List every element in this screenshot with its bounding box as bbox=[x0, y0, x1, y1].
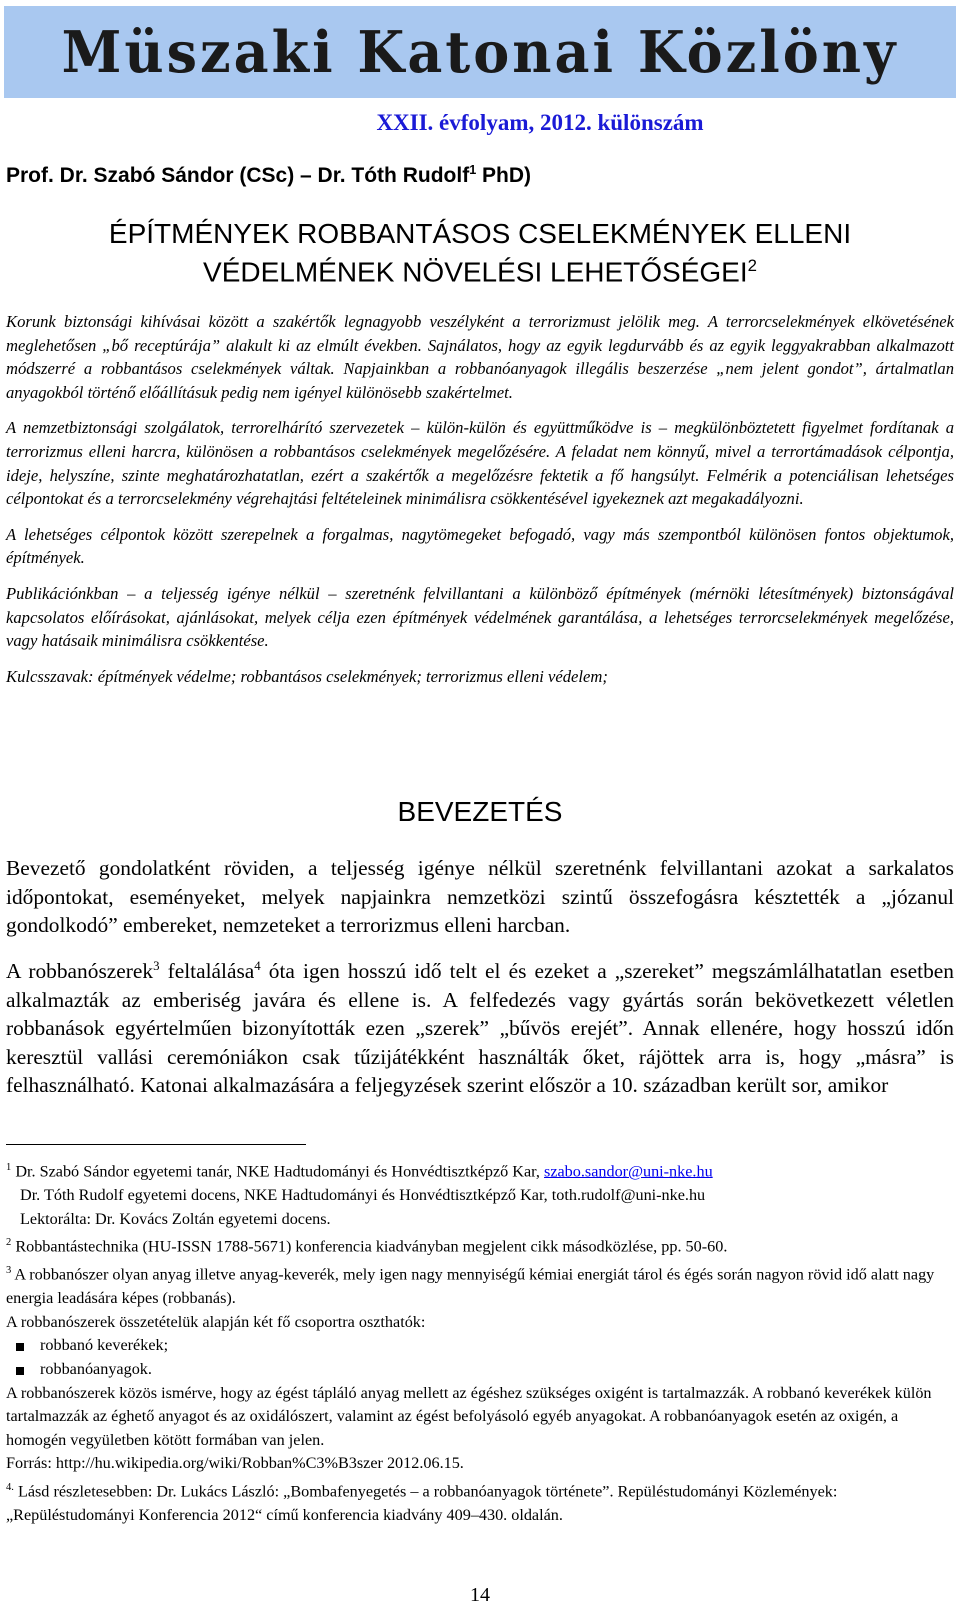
abstract-paragraph-1: Korunk biztonsági kihívásai között a szakértők legnagyobb veszélyként a terrorizmust jelölik meg. A terrorcselekmények elkövetésének meglehetősen „bő receptúrája” alakult ki az elmúlt években. Sajnálatos, hogy az egyik legdurvább és az egyik leggyakrabban alkalmazott módszerré a robbantásos cselekmények váltak. Napjainkban a robbanóanyagok illegális beszerzése „nem jelent gondot”, ártalmatlan anyagokból történő előállításuk pedig nem igényel különösebb szakértelmet. bbox=[6, 312, 954, 402]
footnote-1-line3: Lektorálta: Dr. Kovács Zoltán egyetemi docens. bbox=[20, 1209, 331, 1228]
paper-title-line1: ÉPÍTMÉNYEK ROBBANTÁSOS CSELEKMÉNYEK ELLENI bbox=[108, 218, 852, 249]
journal-banner bbox=[4, 6, 956, 98]
abstract-paragraph-4: Publikációnkban – a teljesség igénye nélkül – szeretnénk felvillantani a különböző építmények (mérnöki létesítmények) biztonságával kapcsolatos előírásokat, ajánlásokat, melyek célja ezen építmények védelmének garantálása, a lehetséges terrorcselekmények megelőzése, vagy hatásaik minimálisra csökkentése. bbox=[6, 583, 954, 651]
footnote-1 bbox=[6, 1156, 954, 1184]
body-p2-part3: óta igen hosszú idő telt el és ezeket a „szereket” megszámlálhatatlan esetben alkalmazták az emberiség javára és ellene is. A felfedezés vagy gyártás során bekövetkezett véletlen robbanások egyértelműen bizonyították ezen „szerek” „bűvös erejét”. Annak ellenére, hogy hosszú időn keresztül vallási ceremóniákon csak tűzijátékként használták őket, rájöttek arra is, hogy „másra” is felhasználható. Katonai alkalmazására a feljegyzések szerint először a 10. században került sor, amikor bbox=[6, 958, 954, 1098]
footnote-1-line2: Dr. Tóth Rudolf egyetemi docens, NKE Hadtudományi és Honvédtisztképző Kar, toth.rudolf@uni-nke.hu bbox=[20, 1185, 706, 1204]
authors-text: Prof. Dr. Szabó Sándor (CSc) – Dr. Tóth Rudolf bbox=[6, 164, 470, 187]
body-p2-part1: A robbanószerek bbox=[6, 958, 154, 983]
issue-label: XXII. évfolyam, 2012. különszám bbox=[376, 110, 704, 135]
footnote-2-number: 2 bbox=[6, 1237, 12, 1249]
footnote-3-paragraph: A robbanószerek közös ismérve, hogy az égést tápláló anyag mellett az égéshez szükséges oxigént is tartalmazzák. A robbanó keverékek külön tartalmazzák az éghető anyagot és az oxidálószert, valamint az égést befolyásoló egyéb anyagokat. A robbanóanyagok esetén az oxigén, a homogén vegyületben kötött formában van jelen. bbox=[6, 1383, 932, 1449]
list-item: robbanó keverékek; bbox=[40, 1334, 954, 1358]
footnote-3-text: A robbanószer olyan anyag illetve anyag-keverék, mely igen nagy mennyiségű kémiai energiát tárol és égés során nagyon rövid idő alatt nagy energia leadására képes (robbanás). bbox=[6, 1265, 935, 1308]
footnote-2 bbox=[6, 1231, 954, 1259]
footnote-1-text: Dr. Szabó Sándor egyetemi tanár, NKE Hadtudományi és Honvédtisztképző Kar, bbox=[11, 1162, 545, 1181]
section-heading: BEVEZETÉS bbox=[397, 796, 563, 827]
title-footnote-ref[interactable]: 2 bbox=[747, 256, 757, 275]
footnote-3-list bbox=[6, 1334, 954, 1381]
footnote-4 bbox=[6, 1476, 954, 1528]
paper-title bbox=[0, 218, 960, 288]
body-p2-part2: feltalálása bbox=[159, 958, 255, 983]
footnote-4-number: 4. bbox=[6, 1481, 14, 1493]
abstract-paragraph-2: A nemzetbiztonsági szolgálatok, terrorelhárító szervezetek – külön-külön és együttműködve is – megkülönböztetett figyelmet fordítanak a terrorizmus elleni harcra, különösen a robbantásos cselekmények megelőzésére. A feladat nem könnyű, mivel a terrortámadások célpontja, ideje, helyszíne, szinte meghatározhatatlan, ezért a szakértők a megelőzésre fektetik a fő hangsúlyt. Felmérik a potenciálisan lehetséges célpontokat és a terrorcselekmény végrehajtási feltételeinek minimálisra csökkentésével igyekeznek azt megakadályozni. bbox=[6, 418, 954, 509]
abstract-paragraph-3: A lehetséges célpontok között szerepelnek a forgalmas, nagytömegeket befogadó, vagy más szempontból különösen fontos objektumok, építmények. bbox=[6, 524, 954, 568]
paper-title-line2-wrap bbox=[0, 250, 960, 288]
list-item: robbanóanyagok. bbox=[40, 1358, 954, 1382]
footnote-4-text: Lásd részletesebben: Dr. Lukács László: „Bombafenyegetés – a robbanóanyagok története”. Repüléstudományi Közlemények: „Repüléstudományi Konferencia 2012“ című konferencia kiadvány 409–430. oldalán. bbox=[6, 1482, 838, 1524]
author-email-link[interactable]: szabo.sandor@uni-nke.hu bbox=[544, 1162, 713, 1181]
page-number: 14 bbox=[470, 1584, 490, 1606]
footnote-3 bbox=[6, 1259, 954, 1311]
body-paragraph-2 bbox=[6, 952, 954, 1100]
authors-tail: PhD) bbox=[476, 164, 532, 187]
footnote-3-number: 3 bbox=[6, 1265, 12, 1277]
footnote-ref-4[interactable]: 4 bbox=[254, 958, 261, 973]
body-paragraph-1: Bevezető gondolatként röviden, a teljesség igénye nélkül szeretnénk felvillantani azokat a sarkalatos időpontokat, eseményeket, melyek napjainkra nemzetközi szintű összefogásra késztették a „józanul gondolkodó” embereket, nemzeteket a terrorizmus elleni harcban. bbox=[6, 856, 954, 938]
footnote-3-source: Forrás: http://hu.wikipedia.org/wiki/Robban%C3%B3szer 2012.06.15. bbox=[6, 1454, 464, 1473]
footnote-divider bbox=[6, 1144, 306, 1145]
footnotes bbox=[6, 1156, 954, 1527]
footnote-ref-3[interactable]: 3 bbox=[153, 958, 160, 973]
footnote-3-groups: A robbanószerek összetételük alapján két fő csoportra oszthatók: bbox=[6, 1312, 426, 1331]
authors-footnote-ref[interactable]: 1 bbox=[469, 163, 477, 177]
paper-title-line2: VÉDELMÉNEK NÖVELÉSI LEHETŐSÉGEI bbox=[203, 256, 748, 288]
authors-line bbox=[6, 163, 531, 188]
footnote-1-number: 1 bbox=[6, 1162, 12, 1173]
footnote-2-text: Robbantástechnika (HU-ISSN 1788-5671) konferencia kiadványban megjelent cikk másodközlése, pp. 50-60. bbox=[11, 1237, 728, 1256]
keywords: Kulcsszavak: építmények védelme; robbantásos cselekmények; terrorizmus elleni védelem; bbox=[6, 666, 608, 686]
body-text bbox=[6, 854, 954, 1112]
journal-logo-title: Müszaki Katonai Közlöny bbox=[61, 18, 899, 86]
abstract bbox=[6, 310, 954, 700]
